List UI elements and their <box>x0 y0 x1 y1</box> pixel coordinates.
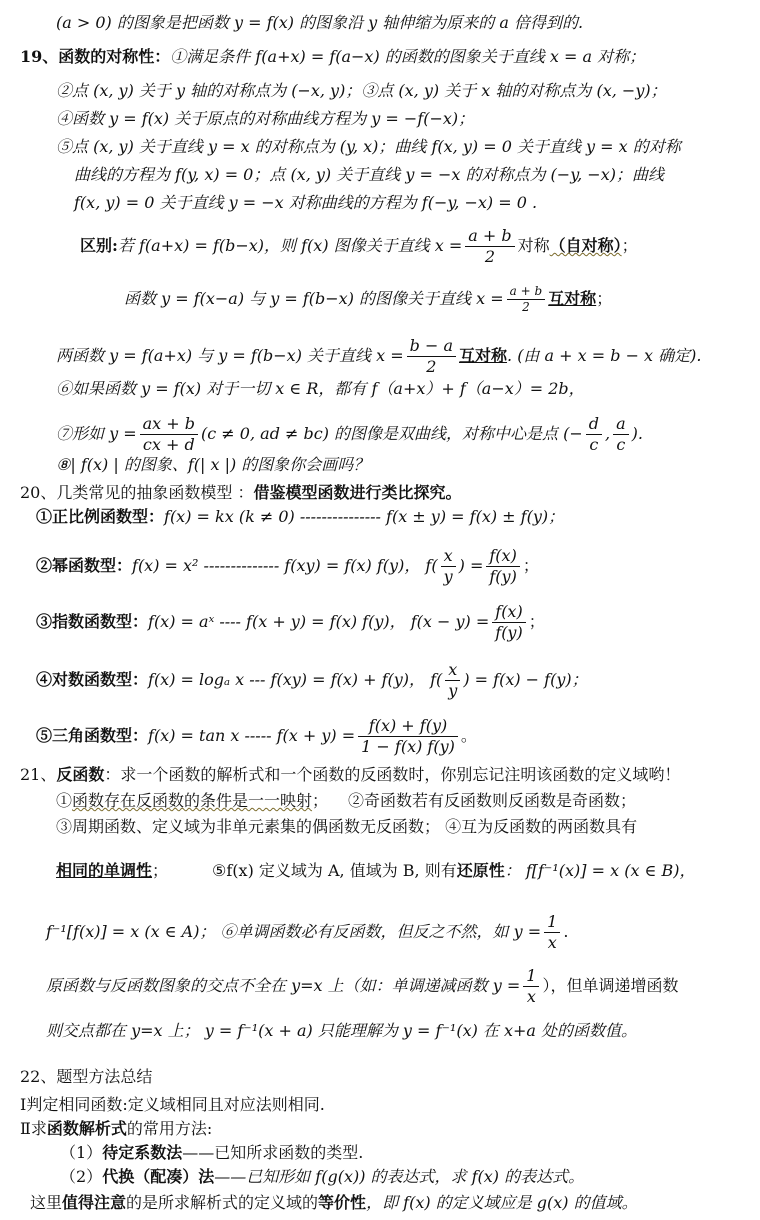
text-span: 对称 <box>517 236 550 255</box>
section-22-heading: 22、题型方法总结 <box>20 1067 153 1086</box>
fraction-denominator: 1 − f(x) f(y) <box>361 737 455 756</box>
text-span: ). <box>631 424 643 443</box>
monotonicity-term: 相同的单调性 <box>56 861 153 880</box>
section-20-line <box>20 482 461 504</box>
two-functions-line <box>56 336 702 377</box>
text-line <box>56 790 636 812</box>
text-span: 原函数与反函数图象的交点不全在 y=x 上（如：单调递减函数 y = <box>46 976 521 995</box>
text-line: 曲线的方程为 f(y, x) = 0；点 (x, y) 关于直线 y = −x 的对称点为 (−y, −x)；曲线 <box>74 165 664 184</box>
fraction <box>441 546 456 587</box>
text-span: Ⅱ求 <box>20 1119 47 1138</box>
text-span: ，即 f(x) 的定义域应是 g(x) 的值域。 <box>366 1193 638 1212</box>
mutual-symmetry-term: 互对称 <box>459 346 508 365</box>
fraction-numerator: f(x) + f(y) <box>358 716 458 737</box>
fraction-denominator: x <box>526 987 536 1006</box>
condition-note: 函数存在反函数的条件是一一映射 <box>72 791 313 810</box>
restoration-term: 还原性 <box>456 861 505 880</box>
fraction-numerator: x <box>445 660 460 681</box>
fraction <box>445 660 460 701</box>
text-span: . (由 a + x = b − x 确定). <box>507 346 702 365</box>
text-span: (c ≠ 0, ad ≠ bc) 的图像是双曲线，对称中心是点 (− <box>201 424 583 443</box>
section-heading: 反函数 <box>56 765 105 784</box>
emphasis-term: 等价性 <box>318 1193 367 1212</box>
text-line: (a > 0) 的图象是把函数 y = f(x) 的图象沿 y 轴伸缩为原来的 a 倍得到的. <box>56 13 584 32</box>
fraction-denominator: c <box>616 435 626 454</box>
text-span: f(x) = logₐ x --- f(xy) = f(x) + f(y)， f( <box>148 670 443 689</box>
text-span: 的是所求解析式的定义域的 <box>126 1193 319 1212</box>
text-line: ②点 (x, y) 关于 y 轴的对称点为 (−x, y)；③点 (x, y) 关于 x 轴的对称点为 (x, −y)； <box>56 81 667 100</box>
model-label: ①正比例函数型： <box>36 507 165 526</box>
text-span: ① <box>56 791 73 810</box>
text-line <box>46 966 678 1007</box>
text-span: （2） <box>60 1167 103 1186</box>
model-label: ④对数函数型： <box>36 670 149 689</box>
text-span: f(x) = kx (k ≠ 0) --------------- f(x ± y) = f(x) ± f(y)； <box>164 507 565 526</box>
text-span: ； <box>596 289 613 308</box>
fraction-denominator: cx + d <box>142 435 195 454</box>
fraction-denominator: f(y) <box>495 623 523 642</box>
text-line: ⑧| f(x) | 的图象、f(| x |) 的图象你会画吗？ <box>56 455 370 474</box>
model-line-proportional <box>36 506 564 528</box>
text-span: f⁻¹[f(x)] = x (x ∈ A)； ⑥单调函数必有反函数，但反之不然，如 y = <box>46 922 542 941</box>
section-emphasis: 借鉴模型函数进行类比探究。 <box>253 483 462 502</box>
fraction-numerator: f(x) <box>492 602 525 623</box>
text-line: ⑤点 (x, y) 关于直线 y = x 的对称点为 (y, x)；曲线 f(x, y) = 0 关于直线 y = x 的对称 <box>56 137 681 156</box>
fraction-numerator: a + b <box>465 226 514 247</box>
fraction <box>486 546 519 587</box>
text-span: ①满足条件 f(a+x) = f(a−x) 的函数的图象关于直线 x = a 对称； <box>170 47 646 66</box>
model-line-logarithm <box>36 660 588 701</box>
text-span: 两函数 y = f(a+x) 与 y = f(b−x) 关于直线 x = <box>56 346 404 365</box>
fraction <box>140 414 198 455</box>
text-span: ：求一个函数的解析式和一个函数的反函数时，你别忘记注明该函数的定义域哟！ <box>104 765 681 784</box>
fraction <box>465 226 514 267</box>
text-span: ； <box>528 612 545 631</box>
section-heading: 20、几类常见的抽象函数模型 ： <box>20 483 254 502</box>
text-span: . <box>563 922 569 941</box>
text-span: f(x) = aˣ ---- f(x + y) = f(x) f(y)， f(x − y) = <box>148 612 490 631</box>
section-19-line <box>20 46 645 68</box>
text-span: ②奇函数若有反函数则反函数是奇函数； <box>348 791 637 810</box>
fraction <box>407 336 456 377</box>
text-span: 的常用方法: <box>126 1119 213 1138</box>
fraction-denominator: x <box>547 933 557 952</box>
section-21-line <box>20 764 680 786</box>
text-line: f(x, y) = 0 关于直线 y = −x 对称曲线的方程为 f(−y, −x) = 0 . <box>74 193 538 212</box>
text-span: f(x) = x² -------------- f(xy) = f(x) f(y)， f( <box>132 556 438 575</box>
model-label: ③指数函数型： <box>36 612 149 631</box>
fraction-denominator: y <box>448 681 458 700</box>
text-span: ) = f(x) − f(y)； <box>463 670 588 689</box>
text-span: ——已知形如 f(g(x)) 的表达式，求 f(x) 的表达式。 <box>214 1167 585 1186</box>
model-line-trigonometric <box>36 716 477 757</box>
text-line: ④函数 y = f(x) 关于原点的对称曲线方程为 y = −f(−x)； <box>56 109 475 128</box>
text-span: ⑤f(x) 定义域为 A, 值域为 B, 则有 <box>212 861 457 880</box>
fraction-numerator: a <box>613 414 629 435</box>
text-span: ) = <box>458 556 484 575</box>
text-span: ——已知所求函数的类型. <box>182 1143 364 1162</box>
text-line <box>60 1142 363 1164</box>
text-line: ⑥如果函数 y = f(x) 对于一切 x ∈ R，都有 f（a+x）+ f（a−x）= 2b， <box>56 379 585 398</box>
mutual-symmetry-term: 互对称 <box>548 289 597 308</box>
fraction <box>507 284 546 315</box>
text-line <box>46 912 568 953</box>
fraction-numerator: d <box>586 414 602 435</box>
model-line-power <box>36 546 539 587</box>
text-span: ），但单调递增函数 <box>542 976 679 995</box>
text-span: 函数 y = f(x−a) 与 y = f(b−x) 的图像关于直线 x = <box>124 289 504 308</box>
text-line <box>60 1166 584 1188</box>
text-line: ③周期函数、定义域为非单元素集的偶函数无反函数； ④互为反函数的两函数具有 <box>56 817 638 836</box>
fraction-numerator: f(x) <box>486 546 519 567</box>
fraction <box>523 966 539 1007</box>
text-span: f(x) = tan x ----- f(x + y) = <box>148 726 356 745</box>
fraction-numerator: x <box>441 546 456 567</box>
fraction-numerator: a + b <box>507 284 546 300</box>
model-label: ⑤三角函数型： <box>36 726 149 745</box>
text-span: 若 f(a+x) = f(b−x)，则 f(x) 图像关于直线 x = <box>117 236 463 255</box>
analytic-expression-term: 函数解析式 <box>46 1119 127 1138</box>
text-line: Ⅰ判定相同函数:定义域相同且对应法则相同. <box>20 1095 325 1114</box>
fraction-denominator: 2 <box>522 300 530 314</box>
text-span: , <box>605 424 611 443</box>
emphasis-term: 值得注意 <box>62 1193 127 1212</box>
model-line-exponential <box>36 602 545 643</box>
text-span: ； <box>522 556 539 575</box>
fraction-denominator: c <box>589 435 599 454</box>
hyperbola-line <box>56 414 643 455</box>
text-line <box>56 860 696 882</box>
text-line <box>20 1118 212 1140</box>
text-span: ⑦形如 y = <box>56 424 137 443</box>
section-number: 21、 <box>20 765 57 784</box>
section-heading: 19、函数的对称性： <box>20 47 171 66</box>
text-span: 。 <box>460 726 477 745</box>
text-line <box>30 1192 638 1214</box>
fraction <box>544 912 560 953</box>
fraction-denominator: 2 <box>426 357 437 376</box>
fraction-numerator: ax + b <box>140 414 198 435</box>
text-span: 这里 <box>30 1193 63 1212</box>
text-span: ； <box>152 861 169 880</box>
self-symmetry-note: （自对称） <box>549 236 622 255</box>
text-span: ； <box>621 236 638 255</box>
distinction-label: 区别: <box>80 236 118 255</box>
model-label: ②幂函数型： <box>36 556 133 575</box>
fraction <box>586 414 602 455</box>
fraction-numerator: b − a <box>407 336 456 357</box>
fraction-denominator: y <box>443 567 453 586</box>
fraction <box>492 602 525 643</box>
method-term: 待定系数法 <box>102 1143 183 1162</box>
fraction-denominator: 2 <box>484 247 496 266</box>
fraction-denominator: f(y) <box>489 567 517 586</box>
fraction-numerator: 1 <box>544 912 560 933</box>
text-span: （1） <box>60 1143 103 1162</box>
fraction <box>358 716 458 757</box>
text-line: 则交点都在 y=x 上； y = f⁻¹(x + a) 只能理解为 y = f⁻¹(x) 在 x+a 处的函数值。 <box>46 1021 638 1040</box>
method-term: 代换（配凑）法 <box>102 1167 215 1186</box>
fraction-numerator: 1 <box>523 966 539 987</box>
text-span: ： f[f⁻¹(x)] = x (x ∈ B)， <box>504 861 696 880</box>
text-span: ； <box>312 791 329 810</box>
distinction-line <box>80 226 638 267</box>
mutual-symmetry-line <box>124 284 612 315</box>
fraction <box>613 414 629 455</box>
